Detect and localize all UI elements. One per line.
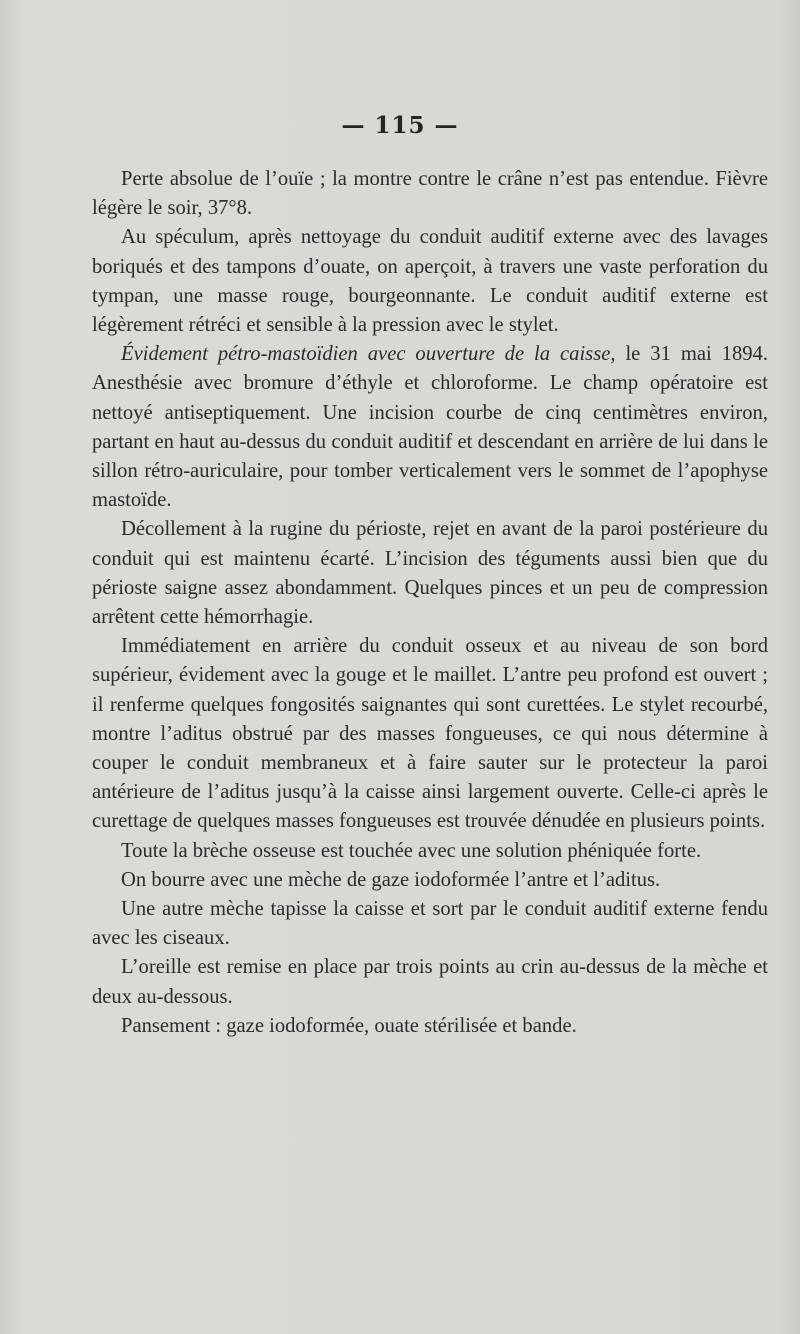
paragraph: Immédiatement en arrière du conduit osseux et au niveau de son bord supérieur, évidement avec la gouge et le maillet. L’antre peu profond est ouvert ; il renferme quelques fongosités saignantes qui sont curettées. Le stylet recourbé, montre l’aditus obstrué par des masses fongueuses, ce qui nous détermine à couper le conduit membraneux et à faire sauter sur le protecteur la paroi antérieure de l’aditus jusqu’à la caisse ainsi largement ouverte. Celle-ci après le curettage de quelques masses fongueuses est trouvée dénudée en plusieurs points. — [92, 635, 768, 833]
paragraph: Une autre mèche tapisse la caisse et sort par le conduit auditif externe fendu avec les ciseaux. — [92, 898, 768, 950]
paragraph: Décollement à la rugine du périoste, rejet en avant de la paroi postérieure du conduit qui est maintenu écarté. L’incision des téguments aussi bien que du périoste saigne assez abondamment. Quelques pinces et un peu de compression arrêtent cette hémorrhagie. — [92, 518, 768, 629]
paragraph: On bourre avec une mèche de gaze iodoformée l’antre et l’aditus. — [121, 868, 661, 891]
page-number: — 115 — — [341, 112, 459, 139]
paragraph: Toute la brèche osseuse est touchée avec une solution phéniquée forte. — [121, 839, 702, 862]
paragraph: Au spéculum, après nettoyage du conduit auditif externe avec des lavages boriqués et des tampons d’ouate, on aperçoit, à travers une vaste perforation du tympan, une masse rouge, bourgeonnante. Le conduit auditif externe est légèrement rétréci et sensible à la pression avec le stylet. — [92, 226, 768, 337]
body-text — [92, 165, 768, 1041]
operation-title: Évidement pétro-mastoïdien avec ouverture de la caisse, — [121, 343, 616, 366]
paragraph: Perte absolue de l’ouïe ; la montre contre le crâne n’est pas entendue. Fièvre légère le soir, 37°8. — [92, 168, 768, 220]
paragraph — [92, 340, 768, 515]
operation-text: le 31 mai 1894. Anesthésie avec bromure d’éthyle et chloroforme. Le champ opératoire est nettoyé antiseptiquement. Une incision courbe de cinq centimètres environ, partant en haut au-dessus du conduit auditif et descendant en arrière de lui dans le sillon rétro-auriculaire, pour tomber verticalement vers le sommet de l’apophyse mastoïde. — [92, 343, 768, 512]
paragraph: Pansement : gaze iodoformée, ouate stérilisée et bande. — [121, 1014, 577, 1037]
paragraph: L’oreille est remise en place par trois points au crin au-dessus de la mèche et deux au-dessous. — [92, 956, 768, 1008]
